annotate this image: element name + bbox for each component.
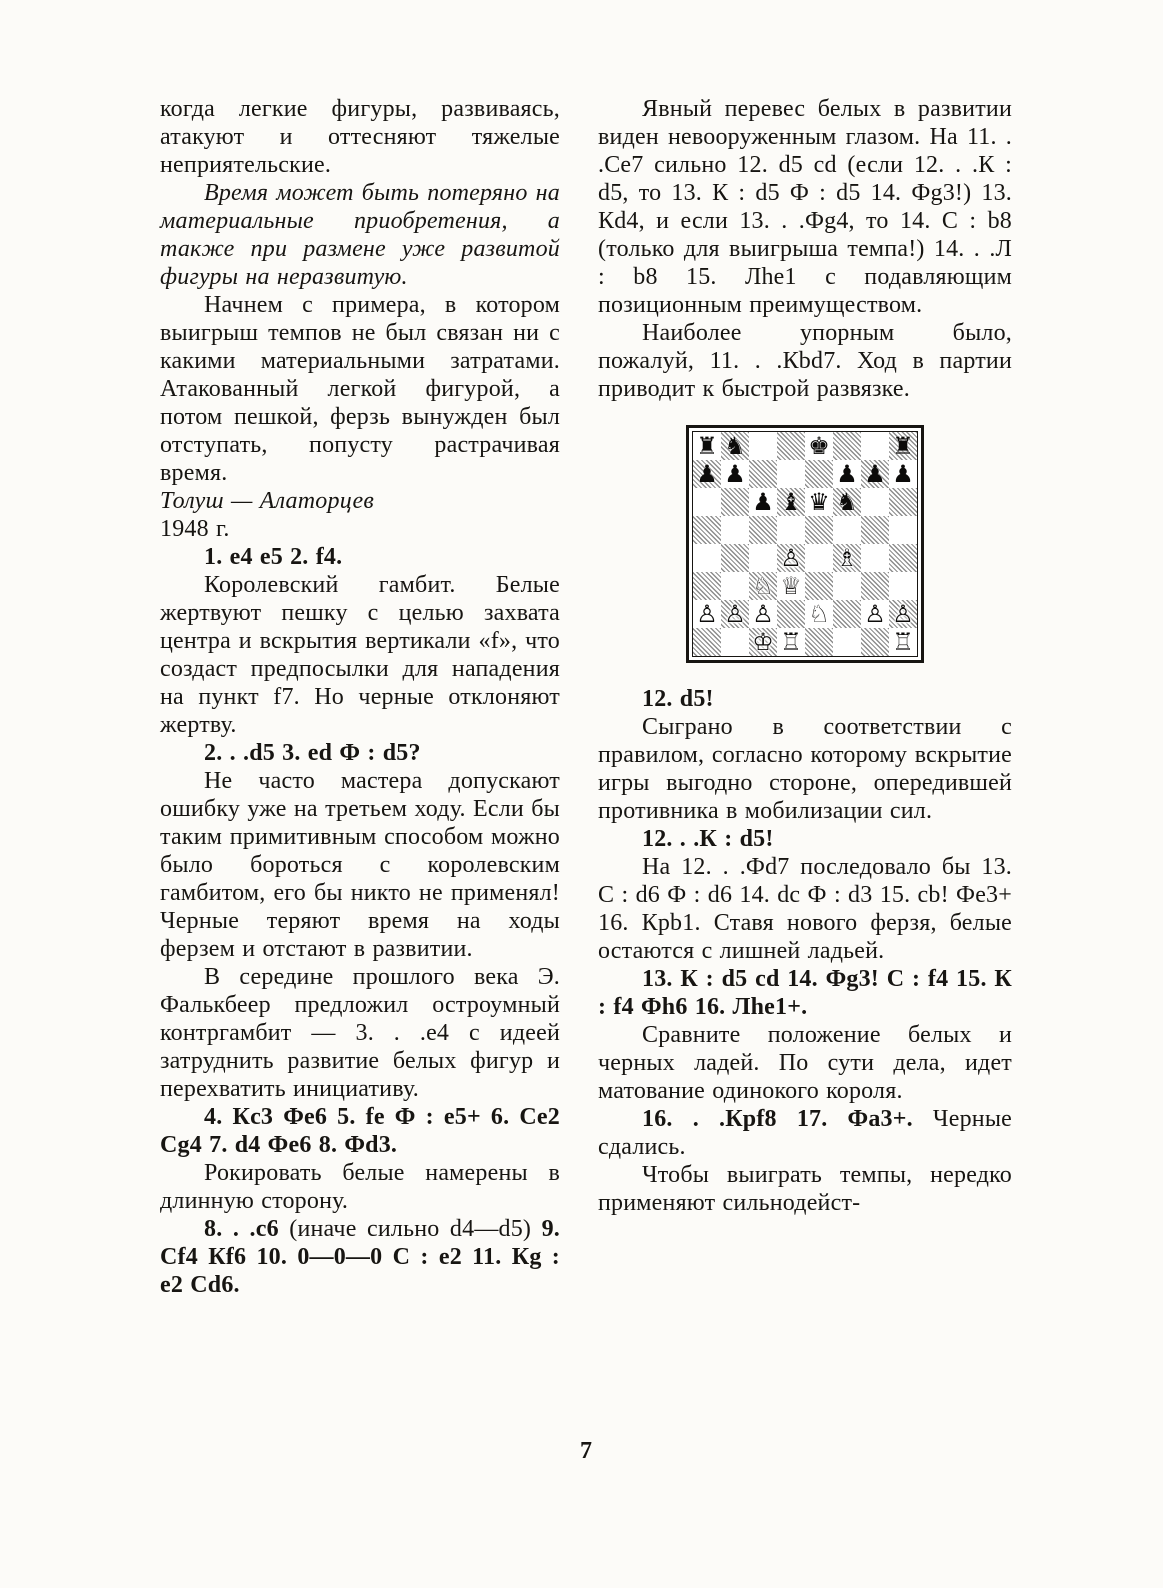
board-square [777,488,805,516]
move-text: 16. . .Крf8 17. Фа3+. [642,1106,933,1132]
chess-piece: ♝ [780,488,802,516]
board-square [833,628,861,656]
paragraph-continuation [160,95,560,179]
chess-piece: ♙ [724,600,746,628]
board-square [889,628,917,656]
paragraph [160,963,560,1103]
moves-paragraph [598,825,1012,853]
page-number: 7 [580,1438,592,1464]
chess-piece: ♙ [864,600,886,628]
text-run: 4. Кc3 Фe6 5. fe Ф : e5+ 6. Сe2 Сg4 7. d4 Фe6 8. Фd3. [160,1104,560,1158]
game-header [160,487,560,515]
board-square [693,572,721,600]
board-square [833,600,861,628]
text-run: 13. К : d5 cd 14. Фg3! С : f4 15. К : f4 Фh6 16. Лhe1+. [598,966,1012,1020]
board-square [889,488,917,516]
board-square [693,600,721,628]
text-run: Королевский гамбит. Белые жертвуют пешку с целью захвата центра и вскрытия вертикали «f», что создаст предпосылки для нападения на пункт f7. Но черные отклоняют жертву. [160,572,560,738]
board-square [861,516,889,544]
board-square [889,544,917,572]
board-square [777,572,805,600]
board-square [721,600,749,628]
board-square [693,432,721,460]
chess-piece: ♟ [696,460,718,488]
chess-piece: ♟ [836,460,858,488]
board-square [805,516,833,544]
chess-piece: ♟ [724,460,746,488]
paragraph [160,767,560,963]
chess-board [692,431,918,657]
text-run: (иначе сильно d4—d5) [289,1216,542,1242]
moves-paragraph-mixed [160,1215,560,1299]
board-square [805,628,833,656]
board-square [833,460,861,488]
board-square [693,488,721,516]
paragraph [160,571,560,739]
board-square [805,600,833,628]
text-run: 2. . .d5 3. ed Ф : d5? [204,740,421,766]
text-run: 1. e4 e5 2. f4. [204,544,343,570]
board-square [721,516,749,544]
text-run: Черные сдались. [598,1106,1012,1160]
board-square [805,432,833,460]
text-run: Толуш — Алаторцев [160,488,374,514]
board-square [721,460,749,488]
chess-piece: ♘ [808,600,830,628]
text-run: когда легкие фигуры, развиваясь, атакуют и оттесняют тяжелые неприятельские. [160,96,560,178]
chess-piece: ♙ [892,600,914,628]
chess-piece: ♙ [780,544,802,572]
board-square [833,516,861,544]
board-square [777,628,805,656]
board-square [777,600,805,628]
chess-piece: ♜ [892,432,914,460]
game-year [160,515,560,543]
chess-piece: ♖ [892,628,914,656]
text-run: Чтобы выиграть темпы, нередко применяют сильнодейст- [598,1162,1012,1216]
text-run: Сыграно в соответствии с правилом, согласно которому вскрытие игры выгодно стороне, опередившей противника в мобилизации сил. [598,714,1012,824]
board-square [749,572,777,600]
board-square [833,432,861,460]
board-square [861,572,889,600]
move-text: 9. Сf4 Кf6 10. 0—0—0 С : e2 11. Кg : e2 Сd6. [160,1216,560,1298]
board-square [777,544,805,572]
board-square [721,544,749,572]
board-square [805,544,833,572]
moves-paragraph [160,1103,560,1159]
board-square [721,572,749,600]
board-square [861,432,889,460]
moves-paragraph-mixed [598,1105,1012,1161]
moves-paragraph [598,685,1012,713]
chess-piece: ♗ [836,544,858,572]
paragraph [598,713,1012,825]
board-square [889,572,917,600]
chess-piece: ♘ [752,572,774,600]
chess-piece: ♔ [752,628,774,656]
move-text: 8. . .c6 [204,1216,290,1242]
text-run: Сравните положение белых и черных ладей. По сути дела, идет матование одинокого короля. [598,1022,1012,1104]
board-square [861,544,889,572]
paragraph [598,853,1012,965]
moves-paragraph [160,543,560,571]
paragraph [160,1159,560,1215]
text-run: Рокировать белые намерены в длинную сторону. [160,1160,560,1214]
paragraph [160,291,560,487]
board-square [749,460,777,488]
board-square [749,488,777,516]
text-run: Начнем с примера, в котором выигрыш темпов не был связан ни с какими материальными затратами. Атакованный легкой фигурой, а потом пешкой, ферзь вынужден был отступать, попусту растрачивая время. [160,292,560,486]
chess-diagram [686,425,924,663]
board-square [749,516,777,544]
paragraph [598,95,1012,319]
board-square [693,628,721,656]
board-square [889,600,917,628]
board-square [693,544,721,572]
text-run: Время может быть потеряно на материальные приобретения, а также при размене уже развитой фигуры на неразвитую. [160,180,560,290]
paragraph [598,1021,1012,1105]
chess-piece: ♟ [892,460,914,488]
board-square [861,628,889,656]
board-square [749,432,777,460]
board-square [693,460,721,488]
board-square [889,432,917,460]
board-square [861,460,889,488]
text-run: На 12. . .Фd7 последовало бы 13. С : d6 Ф : d6 14. dc Ф : d3 15. cb! Фe3+ 16. Крb1. Ставя нового ферзя, белые остаются с лишней ладьей. [598,854,1012,964]
board-square [805,572,833,600]
board-square [833,544,861,572]
chess-piece: ♖ [780,628,802,656]
paragraph [598,319,1012,403]
moves-paragraph [598,965,1012,1021]
chess-piece: ♕ [780,572,802,600]
board-square [777,460,805,488]
board-square [721,432,749,460]
chess-piece: ♙ [752,600,774,628]
board-square [777,432,805,460]
text-run: В середине прошлого века Э. Фалькбеер предложил остроумный контргамбит — 3. . .e4 с идеей затруднить развитие белых фигур и перехватить инициативу. [160,964,560,1102]
left-column [160,95,560,1299]
paragraph-rule-italic [160,179,560,291]
diagram-frame [686,425,924,663]
chess-piece: ♜ [696,432,718,460]
page-content [160,95,1012,1299]
text-run: Наиболее упорным было, пожалуй, 11. . .Кbd7. Ход в партии приводит к быстрой развязке. [598,320,1012,402]
board-square [861,488,889,516]
text-run: Явный перевес белых в развитии виден невооруженным глазом. На 11. . .Сe7 сильно 12. d5 cd (если 12. . .К : d5, то 13. К : d5 Ф : d5 14. Фg3!) 13. Кd4, и если 13. . .Фg4, то 14. С : b8 (только для выигрыша темпа!) 14. . .Л : b8 15. Лhe1 с подавляющим позиционным преимуществом. [598,96,1012,318]
chess-piece: ♟ [864,460,886,488]
board-square [805,488,833,516]
board-square [749,544,777,572]
text-run: 12. . .К : d5! [642,826,774,852]
right-column [598,95,1012,1299]
chess-piece: ♟ [752,488,774,516]
board-square [889,516,917,544]
board-square [833,488,861,516]
board-square [889,460,917,488]
chess-piece: ♙ [696,600,718,628]
moves-paragraph [160,739,560,767]
text-run: 1948 г. [160,516,230,542]
board-square [805,460,833,488]
board-square [721,488,749,516]
paragraph [598,1161,1012,1217]
chess-piece: ♚ [808,432,830,460]
text-run: 12. d5! [642,686,714,712]
chess-piece: ♞ [724,432,746,460]
board-square [861,600,889,628]
text-run: Не часто мастера допускают ошибку уже на третьем ходу. Если бы таким примитивным способом можно было бороться с королевским гамбитом, его бы никто не применял! Черные теряют время на ходы ферзем и отстают в развитии. [160,768,560,962]
chess-piece: ♛ [808,488,830,516]
board-square [721,628,749,656]
board-square [693,516,721,544]
board-square [749,600,777,628]
board-square [833,572,861,600]
board-square [749,628,777,656]
chess-piece: ♞ [836,488,858,516]
board-square [777,516,805,544]
